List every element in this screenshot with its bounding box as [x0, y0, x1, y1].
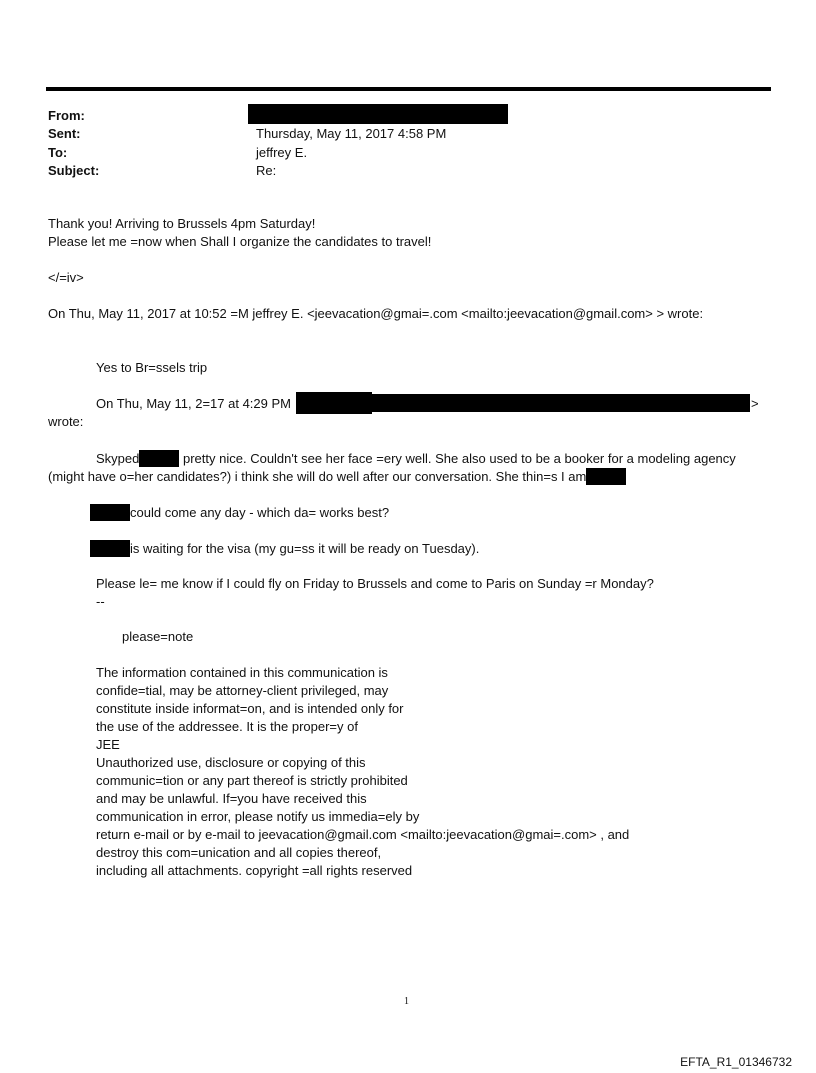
redaction-name-1: [139, 450, 179, 467]
please-note: please=note: [122, 629, 194, 644]
quote2-header-b: wrote:: [48, 414, 84, 429]
redaction-name-4: [90, 540, 130, 557]
subject-label: Subject:: [48, 163, 100, 178]
skype-line-a: Skyped pretty nice. Couldn't see her face =ery well. She also used to be a booker for a modeling agency: [96, 451, 736, 466]
skype-line-b: (might have o=her candidates?) i think she will do well after our conversation. She thin=s I am: [48, 468, 626, 485]
disclaimer-line: the use of the addressee. It is the proper=y of: [96, 719, 358, 734]
to-value: jeffrey E.: [256, 145, 308, 160]
disclaimer-line: JEE: [96, 737, 120, 752]
disclaimer-line: and may be unlawful. If=you have received this: [96, 791, 367, 806]
disclaimer-line: destroy this com=unication and all copies thereof,: [96, 845, 382, 860]
to-label: To:: [48, 145, 68, 160]
quote2-header-a: On Thu, May 11, 2=17 at 4:29 PM: [96, 396, 291, 411]
body-line-1: Thank you! Arriving to Brussels 4pm Saturday!: [48, 216, 316, 231]
redaction-name-3: [90, 504, 130, 521]
disclaimer-line: Unauthorized use, disclosure or copying of this: [96, 755, 366, 770]
body-line-2: Please let me =now when Shall I organize the candidates to travel!: [48, 234, 432, 249]
sent-label: Sent:: [48, 126, 81, 141]
disclaimer-line: confide=tial, may be attorney-client privileged, may: [96, 683, 389, 698]
div-tag: </=iv>: [48, 270, 84, 285]
quote2-header-gt: >: [751, 396, 759, 411]
document-id: EFTA_R1_01346732: [680, 1055, 792, 1069]
disclaimer-line: including all attachments. copyright =all rights reserved: [96, 863, 413, 878]
subject-value: Re:: [256, 163, 277, 178]
sent-value: Thursday, May 11, 2017 4:58 PM: [256, 126, 447, 141]
signature-dashes: --: [96, 594, 105, 609]
quote1-header: On Thu, May 11, 2017 at 10:52 =M jeffrey E. <jeevacation@gmai=.com <mailto:jeevacation@gmail.com> > wrote:: [48, 306, 704, 321]
disclaimer-line: communic=tion or any part thereof is strictly prohibited: [96, 773, 408, 788]
disclaimer-block: [96, 664, 629, 880]
from-label: From:: [48, 108, 85, 123]
page-number: 1: [404, 996, 409, 1007]
disclaimer-line: return e-mail or by e-mail to jeevacation@gmail.com <mailto:jeevacation@gmai=.com> , and: [96, 827, 630, 842]
header-rule: [46, 87, 771, 91]
fly-line: Please le= me know if I could fly on Friday to Brussels and come to Paris on Sunday =r Monday?: [96, 576, 654, 591]
disclaimer-line: communication in error, please notify us immedia=ely by: [96, 809, 420, 824]
disclaimer-line: constitute inside informat=on, and is intended only for: [96, 701, 404, 716]
disclaimer-line: The information contained in this communication is: [96, 665, 388, 680]
quote1-text: Yes to Br=ssels trip: [96, 360, 208, 375]
redaction-sender-1: [296, 392, 372, 414]
visa-line: is waiting for the visa (my gu=ss it will be ready on Tuesday).: [90, 540, 479, 557]
redaction-from: [248, 104, 508, 124]
redaction-name-2: [586, 468, 626, 485]
redaction-sender-2: [372, 394, 750, 412]
could-come-line: could come any day - which da= works best?: [90, 504, 389, 521]
